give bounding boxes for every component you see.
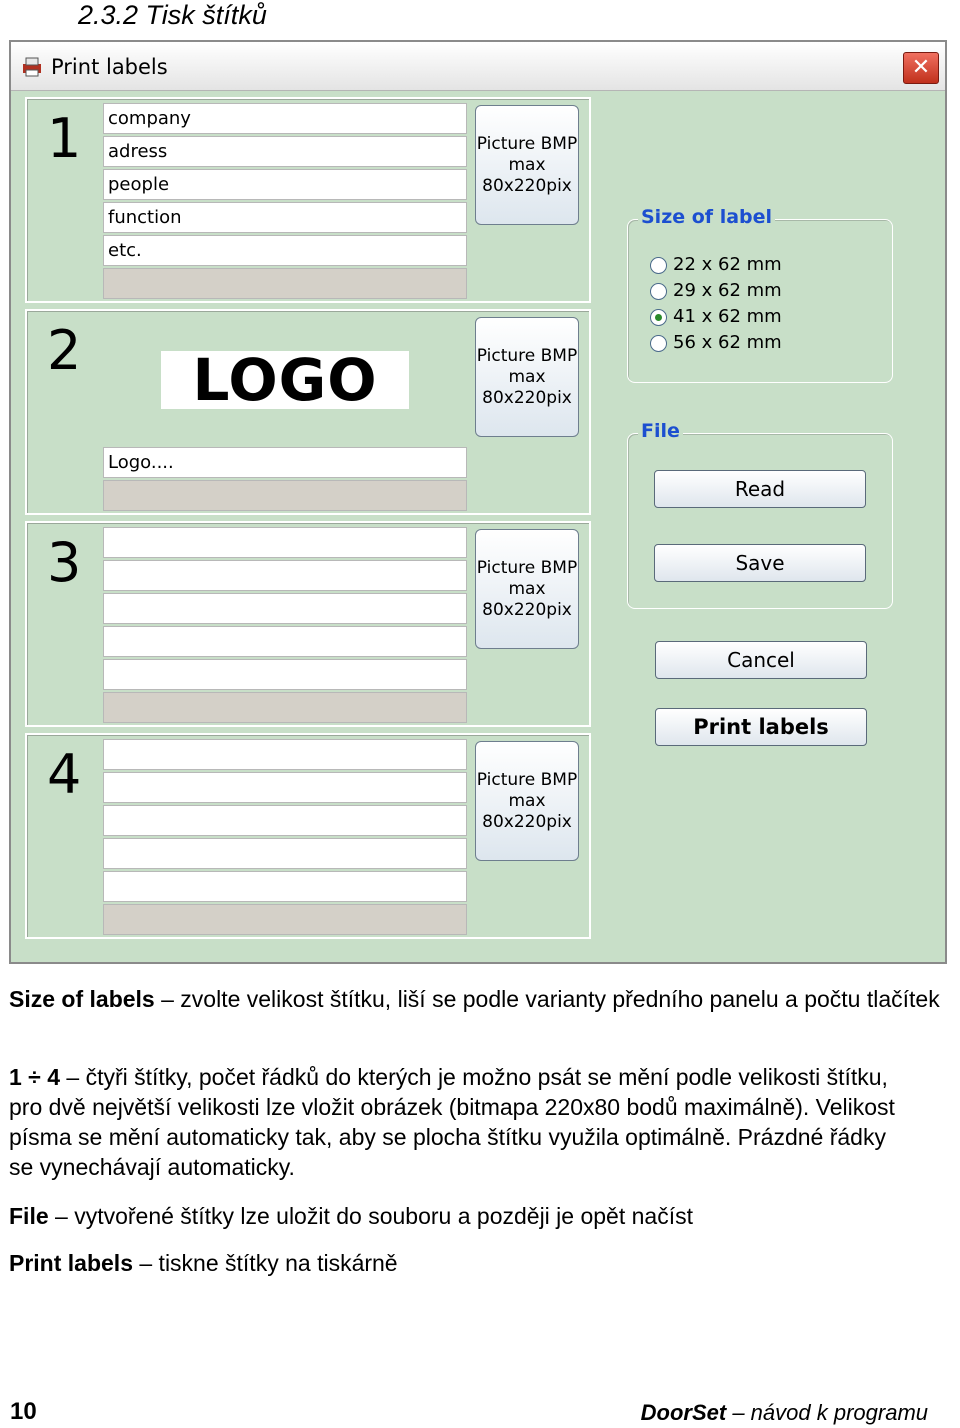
explanation: – vytvořené štítky lze uložit do souboru a později je opět načíst xyxy=(48,1203,693,1229)
description-file xyxy=(9,1201,944,1231)
close-button[interactable]: ✕ xyxy=(903,52,939,84)
label-line-input[interactable] xyxy=(103,659,467,690)
picture-button-line: 80x220pix xyxy=(482,600,572,620)
label-fields xyxy=(103,447,467,513)
label-line-input[interactable] xyxy=(103,772,467,803)
description-labels xyxy=(9,1062,909,1182)
picture-button-line: max xyxy=(508,791,546,811)
label-number: 2 xyxy=(47,319,82,382)
file-group-title: File xyxy=(638,420,683,442)
section-heading: 2.3.2 Tisk štítků xyxy=(78,0,267,30)
print-labels-button[interactable]: Print labels xyxy=(655,708,867,746)
print-labels-window xyxy=(9,40,947,964)
picture-button-line: 80x220pix xyxy=(482,176,572,196)
size-option-label: 29 x 62 mm xyxy=(673,280,782,301)
cancel-button[interactable]: Cancel xyxy=(655,641,867,679)
title-bar xyxy=(11,42,945,91)
logo-image: LOGO xyxy=(161,351,409,409)
label-line-input[interactable]: people xyxy=(103,169,467,200)
label-fields xyxy=(103,527,467,725)
label-line-input[interactable]: function xyxy=(103,202,467,233)
term: Print labels xyxy=(9,1250,133,1276)
printer-icon xyxy=(21,56,43,78)
label-fields xyxy=(103,739,467,937)
explanation: – tiskne štítky na tiskárně xyxy=(132,1250,398,1276)
label-panel-2 xyxy=(25,309,591,515)
label-line-input[interactable] xyxy=(103,527,467,558)
size-option-29x62[interactable] xyxy=(650,280,782,304)
file-group xyxy=(627,420,893,609)
picture-button-line: Picture BMP xyxy=(476,346,578,366)
size-of-label-group xyxy=(627,206,893,383)
label-panel-4 xyxy=(25,733,591,939)
size-option-22x62[interactable] xyxy=(650,254,782,278)
label-line-input[interactable] xyxy=(103,626,467,657)
picture-button-line: 80x220pix xyxy=(482,388,572,408)
label-number: 1 xyxy=(47,107,82,170)
footer-title xyxy=(641,1400,928,1426)
window-title: Print labels xyxy=(51,55,168,79)
term: Size of labels xyxy=(9,986,155,1012)
picture-button-line: Picture BMP xyxy=(476,770,578,790)
explanation: – zvolte velikost štítku, liší se podle varianty předního panelu a počtu tlačítek xyxy=(154,986,940,1012)
size-option-label: 22 x 62 mm xyxy=(673,254,782,275)
term: 1 ÷ 4 xyxy=(9,1064,60,1090)
picture-button-line: max xyxy=(508,579,546,599)
window-client xyxy=(11,91,945,962)
picture-bmp-button[interactable] xyxy=(475,529,579,649)
label-line-input[interactable] xyxy=(103,692,467,723)
label-line-input[interactable] xyxy=(103,838,467,869)
label-line-input[interactable] xyxy=(103,871,467,902)
page-number: 10 xyxy=(10,1398,37,1425)
radio-selected-icon xyxy=(650,309,667,326)
term: File xyxy=(9,1203,49,1229)
footer-suffix: – návod k programu xyxy=(726,1400,928,1425)
label-line-input[interactable] xyxy=(103,560,467,591)
label-number: 4 xyxy=(47,743,82,806)
picture-bmp-button[interactable] xyxy=(475,105,579,225)
read-button[interactable]: Read xyxy=(654,470,866,508)
description-size xyxy=(9,984,944,1014)
label-line-input[interactable] xyxy=(103,805,467,836)
picture-button-line: max xyxy=(508,155,546,175)
radio-icon xyxy=(650,257,667,274)
picture-button-line: Picture BMP xyxy=(476,134,578,154)
size-option-label: 56 x 62 mm xyxy=(673,332,782,353)
picture-button-line: max xyxy=(508,367,546,387)
label-line-input[interactable] xyxy=(103,904,467,935)
description-print xyxy=(9,1248,944,1278)
label-line-input[interactable]: company xyxy=(103,103,467,134)
label-fields xyxy=(103,103,467,301)
label-number: 3 xyxy=(47,531,82,594)
label-line-input[interactable] xyxy=(103,268,467,299)
radio-icon xyxy=(650,283,667,300)
label-panel-3 xyxy=(25,521,591,727)
size-group-title: Size of label xyxy=(638,206,775,228)
picture-bmp-button[interactable] xyxy=(475,741,579,861)
label-line-input[interactable]: etc. xyxy=(103,235,467,266)
label-line-input[interactable] xyxy=(103,593,467,624)
size-option-label: 41 x 62 mm xyxy=(673,306,782,327)
label-line-input[interactable]: Logo.... xyxy=(103,447,467,478)
picture-bmp-button[interactable] xyxy=(475,317,579,437)
size-option-56x62[interactable] xyxy=(650,332,782,356)
label-line-input[interactable]: adress xyxy=(103,136,467,167)
save-button[interactable]: Save xyxy=(654,544,866,582)
picture-button-line: Picture BMP xyxy=(476,558,578,578)
picture-button-line: 80x220pix xyxy=(482,812,572,832)
label-line-input[interactable] xyxy=(103,739,467,770)
product-name: DoorSet xyxy=(640,1400,727,1425)
size-option-41x62[interactable] xyxy=(650,306,782,330)
label-line-input[interactable] xyxy=(103,480,467,511)
label-panel-1 xyxy=(25,97,591,303)
explanation: – čtyři štítky, počet řádků do kterých je možno psát se mění podle velikosti štítku, pro dvě největší velikosti lze vložit obrázek (bitmapa 220x80 bodů maximálně). Velikost písma se mění automaticky tak, aby se plocha štítku využila optimálně. Prázdné řádky se vynechávají automaticky. xyxy=(9,1064,895,1180)
radio-icon xyxy=(650,335,667,352)
